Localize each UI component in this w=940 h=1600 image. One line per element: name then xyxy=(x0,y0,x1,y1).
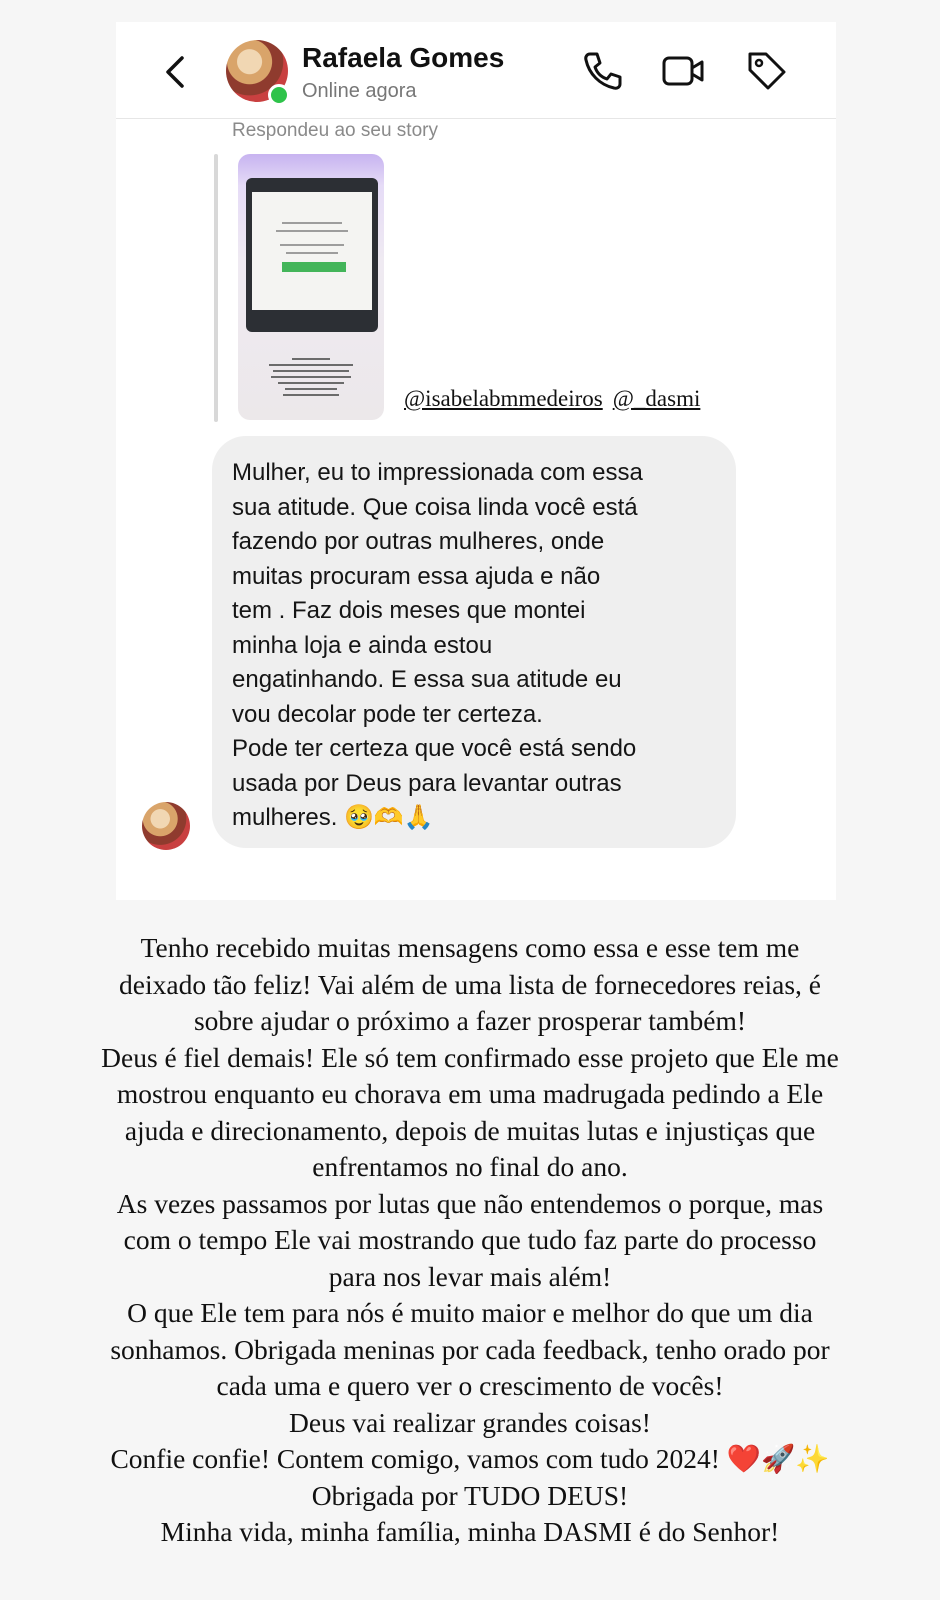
tag-icon[interactable] xyxy=(744,48,790,94)
mention-link[interactable]: @_dasmi xyxy=(612,386,701,411)
story-caption-lines xyxy=(264,354,358,400)
chat-header xyxy=(116,22,836,119)
video-camera-icon[interactable] xyxy=(660,48,706,94)
dm-conversation-card xyxy=(116,22,836,900)
mention-link[interactable]: @isabelabmmedeiros xyxy=(404,386,603,411)
message-text: Mulher, eu to impressionada com essa sua atitude. Que coisa linda você está fazendo por outras mulheres, onde muitas procuram essa ajuda e não tem . Faz dois meses que montei minha loja e ainda estou engatinhando. E essa sua atitude eu vou decolar pode ter certeza. Pode ter certeza que você está sendo usada por Deus para levantar outras mulheres. 🥹🫶🙏 xyxy=(232,459,643,831)
contact-name[interactable]: Rafaela Gomes xyxy=(302,42,505,73)
story-laptop-screen xyxy=(246,178,378,332)
online-status-dot xyxy=(268,84,290,106)
phone-icon[interactable] xyxy=(578,48,624,94)
online-status-text: Online agora xyxy=(302,80,417,102)
story-thumbnail[interactable] xyxy=(238,154,384,420)
replied-to-story-label: Respondeu ao seu story xyxy=(232,120,438,141)
message-bubble[interactable] xyxy=(212,436,736,848)
sender-avatar[interactable] xyxy=(142,802,190,850)
story-caption-text: Tenho recebido muitas mensagens como essa e esse tem me deixado tão feliz! Vai além de uma lista de fornecedores reias, é sobre ajudar o próximo a fazer prosperar também! Deus é fiel demais! Ele só tem confirmado esse projeto que Ele me mostrou enquanto eu chorava em uma madrugada pedindo a Ele ajuda e direcionamento, depois de muitas lutas e injustiças que enfrentamos no final do ano. As vezes passamos por lutas que não entendemos o porque, mas com o tempo Ele vai mostrando que tudo faz parte do processo para nos levar mais além! O que Ele tem para nós é muito maior e melhor do que um dia sonhamos. Obrigada meninas por cada feedback, tenho orado por cada uma e quero ver o crescimento de vocês! Deus vai realizar grandes coisas! Confie confie! Contem comigo, vamos com tudo 2024! ❤️🚀✨ Obrigada por TUDO DEUS! Minha vida, minha família, minha DASMI é do Senhor! xyxy=(101,932,839,1547)
story-mentions xyxy=(404,386,710,412)
reply-indicator-bar xyxy=(214,154,218,422)
back-icon[interactable] xyxy=(160,50,190,94)
story-green-button xyxy=(282,262,346,272)
